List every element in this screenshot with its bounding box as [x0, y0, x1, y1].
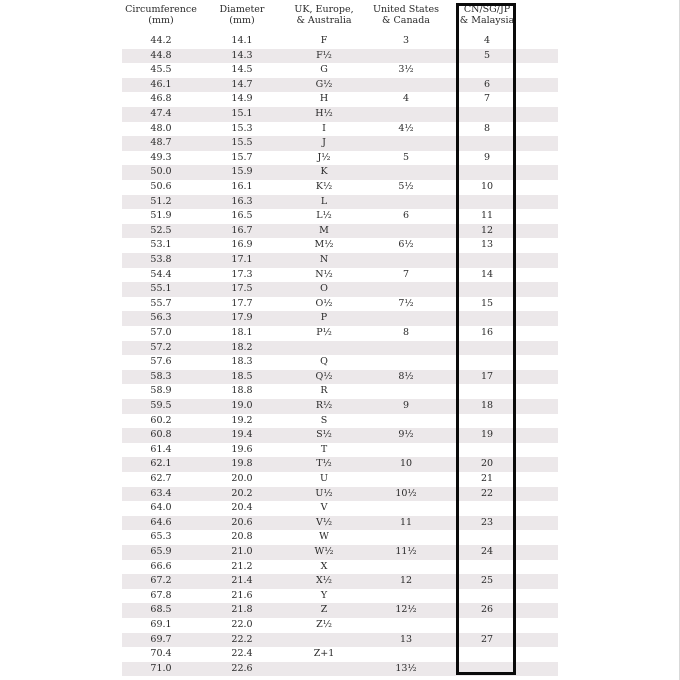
- diameter-cell: 20.4: [231, 502, 253, 514]
- cn-size-cell: 26: [480, 604, 494, 616]
- header-diameter: [200, 4, 284, 32]
- cn-size-cell: [456, 311, 518, 326]
- table-row: [122, 428, 558, 443]
- us-size-cell: 12: [399, 575, 413, 587]
- diameter-cell: 21.8: [231, 604, 253, 616]
- circumference-cell: 68.5: [150, 604, 172, 616]
- uk-size-cell: S½: [316, 429, 332, 441]
- uk-size-cell: X½: [316, 575, 332, 587]
- diameter-cell: 14.5: [231, 64, 253, 76]
- cn-size-cell: 12: [480, 224, 494, 236]
- uk-size-cell: I: [322, 122, 326, 134]
- header-us-line2: & Canada: [382, 15, 430, 26]
- circumference-cell: 46.8: [150, 93, 172, 105]
- cn-size-cell: [456, 253, 518, 268]
- uk-size-cell: P: [320, 312, 328, 324]
- table-row: [122, 341, 558, 356]
- us-size-cell: 13: [399, 633, 413, 645]
- us-size-cell: 5: [402, 151, 410, 163]
- us-size-cell: [364, 414, 448, 429]
- table-row: [122, 560, 558, 575]
- header-us-canada: [364, 4, 448, 32]
- diameter-cell: 15.5: [231, 137, 253, 149]
- us-size-cell: [364, 530, 448, 545]
- table-row: [122, 268, 558, 283]
- cn-size-cell: [456, 107, 518, 122]
- cn-size-cell: 13: [480, 239, 494, 251]
- us-size-cell: 13½: [395, 662, 417, 674]
- uk-size-cell: N½: [315, 268, 333, 280]
- circumference-cell: 50.0: [150, 166, 172, 178]
- circumference-cell: 55.1: [150, 283, 172, 295]
- us-size-cell: 9½: [398, 429, 414, 441]
- header-circumference-line1: Circumference: [125, 4, 197, 15]
- table-row: [122, 49, 558, 64]
- cn-size-cell: 18: [480, 400, 494, 411]
- table-row: [122, 107, 558, 122]
- cn-size-cell: [456, 384, 518, 399]
- circumference-cell: 69.1: [150, 619, 172, 630]
- table-row: [122, 180, 558, 195]
- diameter-cell: 14.9: [231, 93, 253, 105]
- us-size-cell: [364, 443, 448, 458]
- uk-size-cell: M: [319, 224, 329, 236]
- uk-size-cell: F: [320, 35, 328, 46]
- header-circumference: [122, 4, 200, 32]
- table-row: [122, 195, 558, 210]
- header-diameter-line1: Diameter: [219, 4, 265, 15]
- circumference-cell: 53.8: [150, 254, 172, 265]
- circumference-cell: 71.0: [150, 662, 172, 674]
- diameter-cell: 18.8: [231, 385, 253, 397]
- us-size-cell: [364, 224, 448, 239]
- diameter-cell: 20.0: [231, 473, 253, 484]
- us-size-cell: [364, 355, 448, 370]
- table-row: [122, 589, 558, 604]
- circumference-cell: 49.3: [150, 151, 172, 163]
- uk-size-cell: R: [320, 385, 328, 397]
- table-row: [122, 326, 558, 341]
- cn-size-cell: [456, 560, 518, 575]
- us-size-cell: 10½: [395, 487, 417, 499]
- uk-size-cell: V: [320, 502, 328, 514]
- table-row: [122, 472, 558, 487]
- circumference-cell: 53.1: [150, 239, 172, 251]
- us-size-cell: [364, 107, 448, 122]
- us-size-cell: [364, 195, 448, 210]
- table-row: [122, 399, 558, 414]
- table-row: [122, 92, 558, 107]
- diameter-cell: 22.6: [231, 662, 253, 674]
- header-cn-line1: CN/SG/JP: [463, 4, 511, 15]
- diameter-cell: 18.3: [231, 356, 253, 368]
- circumference-cell: 55.7: [150, 297, 172, 309]
- diameter-cell: 21.6: [231, 589, 253, 601]
- diameter-cell: 18.2: [231, 341, 253, 353]
- cn-size-cell: [456, 662, 518, 677]
- us-size-cell: 6: [402, 210, 410, 222]
- table-row: [122, 136, 558, 151]
- diameter-cell: 16.7: [231, 224, 253, 236]
- us-size-cell: [364, 165, 448, 180]
- circumference-cell: 44.8: [150, 49, 172, 61]
- table-row: [122, 238, 558, 253]
- us-size-cell: 4½: [398, 122, 414, 134]
- uk-size-cell: S: [320, 414, 328, 426]
- circumference-cell: 69.7: [150, 633, 172, 645]
- diameter-cell: 15.7: [231, 151, 253, 163]
- table-row: [122, 633, 558, 648]
- table-row: [122, 414, 558, 429]
- diameter-cell: 19.6: [231, 443, 253, 455]
- us-size-cell: 3: [402, 35, 410, 46]
- us-size-cell: [364, 78, 448, 93]
- table-row: [122, 151, 558, 166]
- table-row: [122, 253, 558, 268]
- table-row: [122, 443, 558, 458]
- us-size-cell: 8: [402, 327, 410, 338]
- table-row: [122, 662, 558, 677]
- cn-size-cell: 25: [480, 575, 494, 587]
- circumference-cell: 63.4: [150, 487, 172, 499]
- us-size-cell: [364, 501, 448, 516]
- cn-size-cell: [456, 282, 518, 297]
- ring-size-chart: [122, 0, 558, 680]
- table-row: [122, 603, 558, 618]
- uk-size-cell: J½: [317, 151, 331, 163]
- diameter-cell: 18.5: [231, 370, 253, 382]
- us-size-cell: 10: [399, 458, 413, 470]
- us-size-cell: 4: [402, 93, 410, 105]
- us-size-cell: 3½: [398, 64, 414, 76]
- cn-size-cell: 8: [483, 122, 491, 134]
- diameter-cell: 22.4: [231, 648, 253, 660]
- circumference-cell: 56.3: [150, 312, 172, 324]
- uk-size-cell: [284, 662, 364, 677]
- us-size-cell: [364, 49, 448, 64]
- table-row: [122, 282, 558, 297]
- diameter-cell: 16.9: [231, 239, 253, 251]
- us-size-cell: [364, 311, 448, 326]
- us-size-cell: [364, 341, 448, 356]
- table-header: [122, 0, 558, 33]
- us-size-cell: [364, 560, 448, 575]
- uk-size-cell: O: [320, 283, 328, 295]
- cn-size-cell: [456, 341, 518, 356]
- us-size-cell: 8½: [398, 370, 414, 382]
- cn-size-cell: [456, 589, 518, 604]
- circumference-cell: 51.2: [150, 195, 172, 207]
- cn-size-cell: [456, 414, 518, 429]
- us-size-cell: 5½: [398, 181, 414, 192]
- table-row: [122, 224, 558, 239]
- table-row: [122, 457, 558, 472]
- uk-size-cell: Z+1: [313, 648, 335, 660]
- uk-size-cell: F½: [316, 49, 332, 61]
- diameter-cell: 17.9: [231, 312, 253, 324]
- uk-size-cell: [284, 341, 364, 356]
- cn-size-cell: 15: [480, 297, 494, 309]
- circumference-cell: 60.8: [150, 429, 172, 441]
- uk-size-cell: P½: [316, 327, 332, 338]
- uk-size-cell: K: [320, 166, 328, 178]
- circumference-cell: 64.6: [150, 516, 172, 528]
- cn-size-cell: 6: [483, 78, 491, 90]
- uk-size-cell: O½: [315, 297, 333, 309]
- table-row: [122, 78, 558, 93]
- us-size-cell: 11: [399, 516, 413, 528]
- circumference-cell: 61.4: [150, 443, 172, 455]
- table-row: [122, 122, 558, 137]
- cn-size-cell: 5: [483, 49, 491, 61]
- diameter-cell: 20.2: [231, 487, 253, 499]
- cn-size-cell: 14: [480, 268, 494, 280]
- header-cn-line2: & Malaysia: [459, 15, 515, 26]
- circumference-cell: 65.3: [150, 531, 172, 543]
- cn-size-cell: [456, 647, 518, 662]
- us-size-cell: [364, 472, 448, 487]
- uk-size-cell: U: [319, 473, 328, 484]
- header-uk-line2: & Australia: [296, 15, 352, 26]
- cn-size-cell: 27: [480, 633, 494, 645]
- us-size-cell: [364, 282, 448, 297]
- us-size-cell: [364, 253, 448, 268]
- cn-size-cell: 9: [483, 151, 491, 163]
- cn-size-cell: 11: [480, 210, 494, 222]
- circumference-cell: 58.3: [150, 370, 172, 382]
- table-row: [122, 501, 558, 516]
- uk-size-cell: Q½: [315, 370, 333, 382]
- diameter-cell: 14.1: [231, 35, 253, 46]
- diameter-cell: 17.3: [231, 268, 253, 280]
- circumference-cell: 59.5: [150, 400, 172, 411]
- diameter-cell: 21.0: [231, 546, 253, 557]
- table-row: [122, 209, 558, 224]
- cn-size-cell: 4: [483, 35, 491, 46]
- header-us-line1: United States: [372, 4, 439, 15]
- diameter-cell: 17.7: [231, 297, 253, 309]
- us-size-cell: 7½: [398, 297, 414, 309]
- table-row: [122, 618, 558, 633]
- uk-size-cell: G½: [315, 78, 333, 90]
- circumference-cell: 51.9: [150, 210, 172, 222]
- us-size-cell: 6½: [398, 239, 414, 251]
- circumference-cell: 60.2: [150, 414, 172, 426]
- header-circumference-line2: (mm): [148, 15, 174, 26]
- circumference-cell: 47.4: [150, 108, 172, 119]
- uk-size-cell: X: [320, 560, 328, 572]
- diameter-cell: 14.3: [231, 49, 253, 61]
- diameter-cell: 21.4: [231, 575, 253, 587]
- cn-size-cell: [456, 63, 518, 78]
- uk-size-cell: Y: [320, 589, 328, 601]
- circumference-cell: 66.6: [150, 560, 172, 572]
- us-size-cell: 12½: [395, 604, 417, 616]
- table-row: [122, 297, 558, 312]
- diameter-cell: 21.2: [231, 560, 253, 572]
- cn-size-cell: 16: [480, 327, 494, 338]
- circumference-cell: 57.6: [150, 356, 172, 368]
- header-diameter-line2: (mm): [229, 15, 255, 26]
- cn-size-cell: [456, 501, 518, 516]
- diameter-cell: 18.1: [231, 327, 253, 338]
- table-row: [122, 355, 558, 370]
- uk-size-cell: T: [320, 443, 328, 455]
- diameter-cell: 16.1: [231, 181, 253, 192]
- diameter-cell: 14.7: [231, 78, 253, 90]
- circumference-cell: 45.5: [150, 64, 172, 76]
- table-row: [122, 311, 558, 326]
- uk-size-cell: Z: [320, 604, 328, 616]
- cn-size-cell: 23: [480, 516, 494, 528]
- uk-size-cell: R½: [315, 400, 333, 411]
- diameter-cell: 15.1: [231, 108, 253, 119]
- circumference-cell: 50.6: [150, 181, 172, 192]
- uk-size-cell: G: [320, 64, 328, 76]
- cn-size-cell: 20: [480, 458, 494, 470]
- diameter-cell: 19.8: [231, 458, 253, 470]
- table-row: [122, 370, 558, 385]
- uk-size-cell: L: [320, 195, 328, 207]
- table-row: [122, 516, 558, 531]
- cn-size-cell: [456, 165, 518, 180]
- us-size-cell: 9: [402, 400, 410, 411]
- header-uk-line1: UK, Europe,: [294, 4, 354, 15]
- uk-size-cell: V½: [315, 516, 333, 528]
- cn-size-cell: 19: [480, 429, 494, 441]
- table-row: [122, 487, 558, 502]
- uk-size-cell: U½: [315, 487, 333, 499]
- circumference-cell: 64.0: [150, 502, 172, 514]
- header-cn-sg-jp-malaysia: [456, 4, 518, 32]
- cn-size-cell: 22: [480, 487, 494, 499]
- cn-size-cell: 7: [483, 93, 491, 105]
- cn-size-cell: [456, 355, 518, 370]
- table-row: [122, 165, 558, 180]
- diameter-cell: 16.5: [231, 210, 253, 222]
- us-size-cell: [364, 136, 448, 151]
- uk-size-cell: Q: [320, 356, 328, 368]
- uk-size-cell: J: [322, 137, 326, 149]
- cn-size-cell: 17: [480, 370, 494, 382]
- diameter-cell: 17.1: [231, 254, 253, 265]
- cn-size-cell: [456, 530, 518, 545]
- diameter-cell: 22.0: [231, 619, 253, 630]
- us-size-cell: [364, 384, 448, 399]
- circumference-cell: 48.7: [150, 137, 172, 149]
- diameter-cell: 19.0: [231, 400, 253, 411]
- circumference-cell: 54.4: [150, 268, 172, 280]
- us-size-cell: [364, 589, 448, 604]
- uk-size-cell: W½: [314, 546, 334, 557]
- uk-size-cell: K½: [315, 181, 333, 192]
- cn-size-cell: [456, 136, 518, 151]
- cn-size-cell: 10: [480, 181, 494, 192]
- table-row: [122, 384, 558, 399]
- circumference-cell: 70.4: [150, 648, 172, 660]
- cn-size-cell: 21: [480, 473, 494, 484]
- circumference-cell: 58.9: [150, 385, 172, 397]
- uk-size-cell: L½: [316, 210, 332, 222]
- cn-size-cell: [456, 195, 518, 210]
- table-row: [122, 63, 558, 78]
- circumference-cell: 67.2: [150, 575, 172, 587]
- us-size-cell: [364, 618, 448, 633]
- cn-size-cell: [456, 618, 518, 633]
- circumference-cell: 48.0: [150, 122, 172, 134]
- diameter-cell: 17.5: [231, 283, 253, 295]
- circumference-cell: 65.9: [150, 546, 172, 557]
- diameter-cell: 22.2: [231, 633, 253, 645]
- uk-size-cell: N: [319, 254, 329, 265]
- uk-size-cell: H: [319, 93, 329, 105]
- header-uk-europe-australia: [284, 4, 364, 32]
- diameter-cell: 20.6: [231, 516, 253, 528]
- circumference-cell: 62.1: [150, 458, 172, 470]
- circumference-cell: 44.2: [150, 35, 172, 46]
- uk-size-cell: M½: [314, 239, 334, 251]
- cn-size-cell: [456, 443, 518, 458]
- table-row: [122, 574, 558, 589]
- table-row: [122, 34, 558, 49]
- circumference-cell: 62.7: [150, 473, 172, 484]
- uk-size-cell: Z½: [316, 619, 332, 630]
- circumference-cell: 52.5: [150, 224, 172, 236]
- diameter-cell: 19.2: [231, 414, 253, 426]
- diameter-cell: 16.3: [231, 195, 253, 207]
- diameter-cell: 19.4: [231, 429, 253, 441]
- table-row: [122, 647, 558, 662]
- uk-size-cell: W: [319, 531, 329, 543]
- uk-size-cell: H½: [315, 108, 333, 119]
- circumference-cell: 57.0: [150, 327, 172, 338]
- diameter-cell: 20.8: [231, 531, 253, 543]
- diameter-cell: 15.9: [231, 166, 253, 178]
- us-size-cell: 7: [402, 268, 410, 280]
- table-row: [122, 530, 558, 545]
- cn-size-cell: 24: [480, 546, 494, 557]
- circumference-cell: 67.8: [150, 589, 172, 601]
- us-size-cell: 11½: [395, 546, 417, 557]
- uk-size-cell: [284, 633, 364, 648]
- circumference-cell: 46.1: [150, 78, 172, 90]
- diameter-cell: 15.3: [231, 122, 253, 134]
- uk-size-cell: T½: [316, 458, 332, 470]
- circumference-cell: 57.2: [150, 341, 172, 353]
- us-size-cell: [364, 647, 448, 662]
- table-row: [122, 545, 558, 560]
